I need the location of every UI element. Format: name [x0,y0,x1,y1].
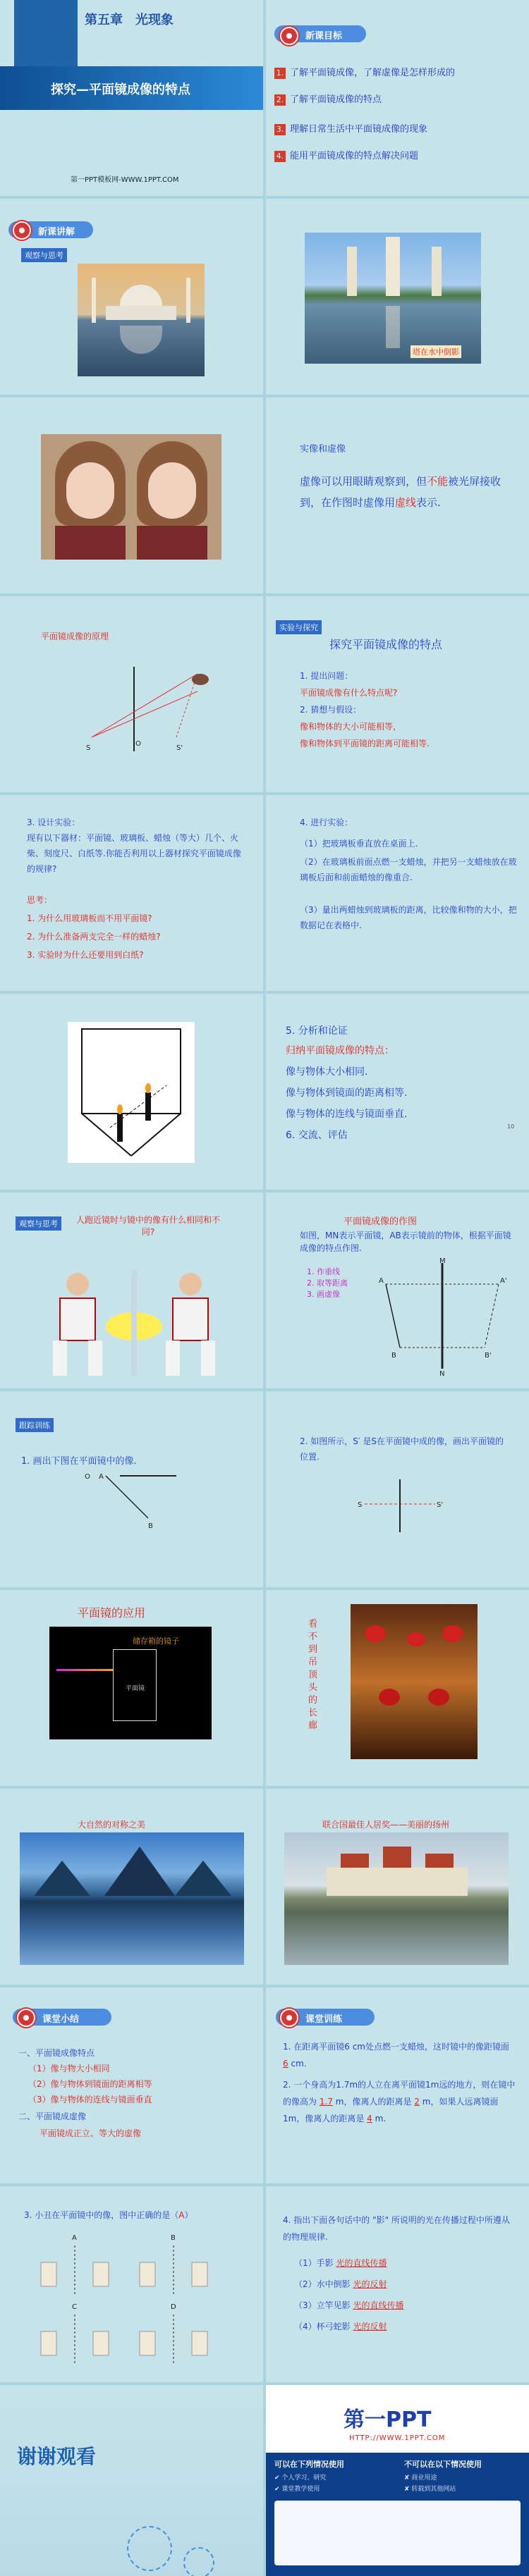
slide-clown-question [0,2186,263,2382]
question-text: 2. 一个身高为1.7m的人立在离平面镜1m远的地方，则在镜中的像高为 [283,2080,516,2107]
slide-corridor [266,1590,529,1786]
eye-icon [192,674,209,685]
answer: 6 [283,2059,288,2069]
slide-analysis [266,994,529,1190]
label-a: A [379,1277,384,1285]
option-c: C [72,2303,77,2311]
property-2: 像与物体到镜面的距离相等. [286,1087,408,1099]
slide-real-virtual-image [266,398,529,593]
bridge-photo [284,1832,509,1965]
virtual-image-text [300,471,511,513]
photo-caption: 塔在水中倒影 [411,345,461,358]
evaluation-heading: 6. 交流、评估 [286,1130,348,1141]
answer: A [178,2210,185,2220]
summary-heading: 二、平面镜成虚像 [18,2112,87,2121]
objective-item [274,148,418,162]
option-b: B [171,2234,176,2242]
logo-url: HTTP://WWW.1PPT.COM [349,2434,446,2442]
label-b-prime: B' [485,1352,492,1360]
title-bar-left [14,0,78,66]
question-text: 1. 在距离平面镜6 cm处点燃一支蜡烛，这时镜中的像距镜面 [283,2042,510,2052]
question-text: m，像离人的距离是 [335,2097,412,2107]
step-2: （2）在玻璃板前面点燃一支蜡烛，并把另一支蜡烛放在玻璃板后面和前面蜡烛的像重合. [300,857,517,882]
slide-objectives [266,0,529,196]
item-number: 4. [274,151,286,162]
pagoda-photo [305,233,481,364]
gear-icon [280,27,298,45]
slide-practice [266,1988,529,2183]
text-highlight: 虚线 [395,496,417,509]
answer: 2 [414,2097,420,2107]
observe-tag: 观察与思考 [16,1216,61,1231]
slide-shadow-question [266,2186,529,2382]
question-1-detail: 平面镜成像有什么特点呢? [300,688,398,698]
gear-icon [13,221,31,240]
question-text [24,2209,193,2221]
think-item: 1. 为什么用玻璃板而不用平面镜? [27,913,152,923]
slide-title: 平面镜成像的作图 [343,1216,418,1227]
legend-step: 2. 取等距离 [307,1278,348,1288]
slide-thanks [0,2385,263,2576]
decor-circle [183,2547,214,2576]
exercise-question: 1. 画出下图在平面镜中的像. [21,1456,137,1467]
slide-title: 平面镜的应用 [78,1606,146,1620]
question-part: ） [184,2210,193,2220]
question-text: m. [375,2114,387,2124]
section-header: 新课目标 [305,31,343,42]
answer: 1.7 [319,2097,333,2107]
think-item: 3. 实验时为什么还要用到白纸? [27,950,144,960]
question-text: 人跑近镜时与镜中的像有什么相同和不同? [75,1215,220,1237]
mirror-drawing-diagram [372,1256,513,1376]
item-number: 1. [274,68,286,79]
question-text: 4. 指出下面各句话中的 "影" 所说明的光在传播过程中所遵从的物理规律. [283,2215,510,2242]
slide-candle-setup [0,994,263,1190]
slide-license [266,2385,529,2576]
practice-question-2 [283,2076,516,2127]
forbidden-item: ✘ 商业用途 [404,2475,437,2482]
dolls-photo [41,434,221,560]
gear-icon [280,2009,298,2027]
taj-mahal-photo [78,264,205,376]
item-answer: 光的直线传播 [353,2300,404,2310]
slide-applications [0,1590,263,1786]
slide-summary [0,1988,263,2183]
heading: 实像和虚像 [300,444,346,455]
slide-nature-symmetry [0,1789,263,1985]
question-text: m，如果人远离镜面1m，像离人的距离是 [283,2097,499,2124]
exercise-question: 2. 如图所示，S′ 是S在平面镜中成的像，画出平面镜的位置. [300,1436,504,1462]
option-a: A [72,2234,77,2242]
drawing-instruction: 如图，MN表示平面镜，AB表示镜前的物体，根据平面镜成像的特点作图. [300,1231,511,1253]
answer: 4 [367,2114,372,2124]
hypothesis-2: 像和物体到平面镜的距离可能相等. [300,739,430,748]
corridor-photo [351,1604,478,1759]
slide-yangzhou [266,1789,529,1985]
slide-principle [0,596,263,792]
experiment-tag: 实验与探究 [276,620,322,634]
item-number: 3. [274,124,286,135]
label-s: S [86,744,91,752]
thanks-text: 谢谢观看 [17,2445,97,2468]
summary-item: 平面镜成正立、等大的虚像 [39,2128,142,2138]
label-s: S [358,1501,363,1509]
slide-title [0,0,263,196]
label-m: M [439,1257,446,1265]
slide-title: 探究平面镜成像的特点 [329,638,443,651]
objective-item [274,65,455,79]
item-text: 了解平面镜成像，了解虚像是怎样形成的 [290,68,456,78]
summary-item: （3）像与物体的连线与镜面垂直 [28,2095,152,2104]
slide-exercise-2 [266,1391,529,1587]
item-text: 理解日常生活中平面镜成像的现象 [290,124,428,135]
decor-circle [127,2526,172,2571]
property-3: 像与物体的连线与镜面垂直. [286,1109,408,1120]
text-highlight: 不能 [427,475,449,488]
step-1: （1）把玻璃板垂直放在桌面上. [300,839,418,849]
question-text: cm. [291,2059,307,2069]
section-header: 课堂训练 [305,2014,343,2025]
text-part: 虚像可以用眼睛观察到，但 [300,475,427,488]
option-d: D [171,2303,176,2311]
allowed-item: ✔ 课堂教学使用 [274,2486,320,2493]
label-o: O [135,740,141,748]
step-heading: 4. 进行实验： [300,818,353,827]
summary-item: （2）像与物体到镜面的距离相等 [28,2079,152,2089]
clown-options-illustration [28,2231,240,2372]
mountain-lake-photo [20,1832,244,1965]
summary-intro: 归纳平面镜成像的特点： [286,1045,394,1056]
label-a: A [99,1473,104,1481]
think-label: 思考： [27,895,53,905]
slide-dolls [0,398,263,593]
license-details-box [274,2501,521,2565]
item-answer: 光的直线传播 [336,2258,387,2268]
shadow-item [294,2299,403,2311]
item-question: （4）杯弓蛇影 [294,2322,351,2331]
observe-tag: 观察与思考 [21,248,67,262]
question-part: 3. 小丑在平面镜中的像，图中正确的是（ [24,2210,179,2220]
label-n: N [439,1370,445,1376]
slide-title: 联合国最佳人居奖——美丽的扬州 [322,1820,450,1830]
candle-diagram [68,1022,195,1163]
inner-caption: 储存箱的镜子 [133,1637,179,1646]
gear-icon [17,2009,35,2027]
think-item: 2. 为什么准备两支完全一样的蜡烛? [27,932,161,942]
exercise-diagram [78,1469,183,1539]
legend-step: 3. 画虚像 [307,1290,340,1299]
lesson-title: 探究—平面镜成像的特点 [51,82,190,97]
summary-heading: 一、平面镜成像特点 [18,2048,95,2058]
slide-baseball-mirror [0,1193,263,1388]
mirror-position-diagram [351,1476,449,1539]
section-header: 课堂小结 [42,2014,80,2025]
step-3: （3）量出两蜡烛到玻璃板的距离，比较像和物的大小，把数据记在表格中. [300,905,517,930]
item-answer: 光的反射 [353,2322,387,2331]
item-question: （3）立竿见影 [294,2300,351,2310]
shadow-item [294,2320,387,2332]
item-answer: 光的反射 [353,2279,387,2289]
slide-title: 平面镜成像的原理 [41,631,109,641]
allowed-title: 可以在下列情况使用 [274,2460,344,2469]
property-1: 像与物体大小相同. [286,1066,368,1078]
practice-tag: 跟踪训练 [16,1418,54,1432]
slide-drawing-method [266,1193,529,1388]
slide-taj-mahal [0,199,263,395]
slide-title: 大自然的对称之美 [78,1820,146,1830]
item-question: （2）水中倒影 [294,2279,351,2289]
shadow-item [294,2278,387,2290]
label-s-prime: S' [437,1501,444,1509]
baseball-players-illustration [21,1256,247,1383]
page-number: 10 [507,1123,515,1130]
practice-question-1 [283,2038,516,2072]
forbidden-item: ✘ 转载到其他网站 [404,2486,456,2493]
vertical-caption: 看不到吊顶头的长廊 [308,1619,318,1731]
source-text: 第一PPT模板网-WWW.1PPT.COM [71,176,179,184]
section-header: 新课讲解 [38,227,75,238]
text-part: 被光屏接收到，在作图时虚像用 [300,475,501,509]
label-o: O [85,1473,90,1481]
item-text: 能用平面镜成像的特点解决问题 [290,151,419,161]
mirror-label: 平面镜 [126,1685,145,1692]
item-question: （1）手影 [294,2258,334,2268]
legend-step: 1. 作垂线 [307,1267,340,1276]
analysis-heading: 5. 分析和论证 [286,1025,348,1037]
reflection-diagram [71,653,212,758]
slide-experiment-intro [266,596,529,792]
question-1: 1. 提出问题： [300,671,353,681]
summary-item: （1）像与物大小相同 [28,2064,110,2073]
slide-conduct-experiment [266,795,529,991]
objective-item [274,92,382,106]
label-b: B [391,1352,396,1360]
slide-design-experiment [0,795,263,991]
label-b: B [148,1522,153,1530]
slide-exercise-1 [0,1391,263,1587]
logo-text: 第一PPT [343,2408,432,2432]
chapter-title: 第五章 光现象 [85,13,174,27]
periscope-diagram [49,1627,212,1739]
shadow-item [294,2257,387,2269]
item-number: 2. [274,94,286,106]
question-2: 2. 猜想与假设： [300,705,362,715]
text-part: 表示. [416,496,441,509]
forbidden-title: 不可以在以下情况使用 [404,2460,482,2469]
slide-pagoda [266,199,529,395]
label-a-prime: A' [500,1277,507,1285]
hypothesis-1: 像和物体的大小可能相等， [300,722,402,732]
allowed-item: ✔ 个人学习、研究 [274,2475,327,2482]
objective-item [274,121,427,135]
label-s-prime: S' [176,744,183,752]
design-text: 3. 设计实验： 现有以下器材：平面镜、玻璃板、蜡烛（等大）几个、火柴、刻度尺、白纸等.你能否利用以上器材探究平面镜成像的规律? [27,818,241,874]
item-text: 了解平面镜成像的特点 [290,94,382,105]
